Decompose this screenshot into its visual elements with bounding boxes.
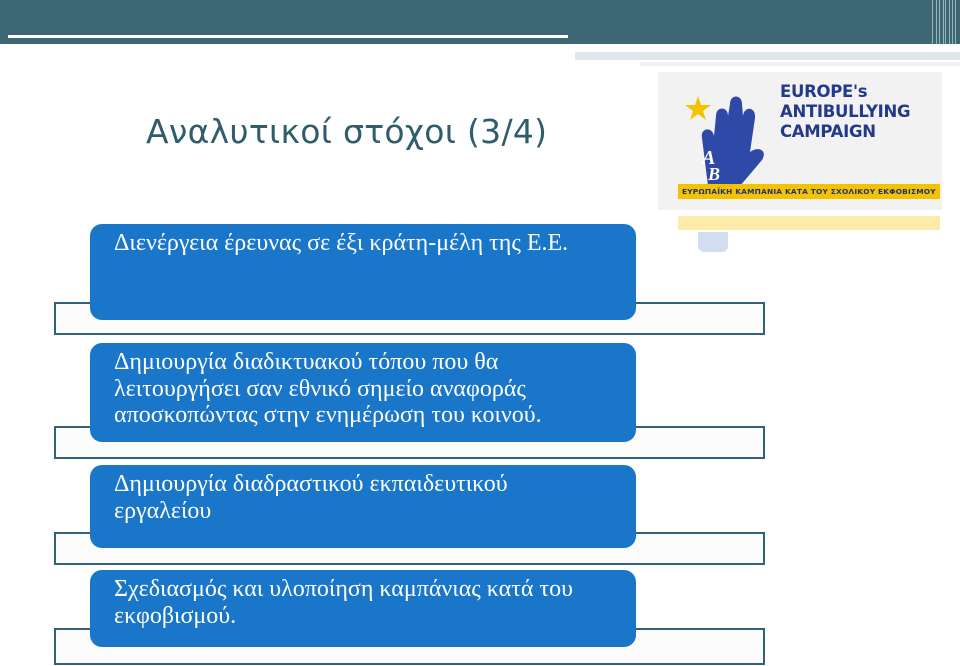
objective-text: Δημιουργία διαδραστικού εκπαιδευτικού εργαλείου [114, 471, 508, 524]
logo-subtitle: ΕΥΡΩΠΑΪΚΗ ΚΑΜΠΑΝΙΑ ΚΑΤΑ ΤΟΥ ΣΧΟΛΙΚΟΥ ΕΚΦΟΒΙΣΜΟΥ [678, 184, 940, 199]
objective-card [90, 343, 636, 442]
objective-card [90, 570, 636, 647]
logo-reflection-hand [698, 232, 728, 252]
header-bar [0, 0, 960, 44]
svg-text:A: A [702, 147, 716, 169]
header-sub-bar [575, 52, 960, 60]
logo-reflection [658, 210, 942, 254]
page-title: Αναλυτικοί στόχοι (3/4) [146, 112, 548, 151]
hand-logo-icon [680, 76, 770, 196]
campaign-logo [658, 72, 942, 254]
header-edge-lines [930, 0, 958, 44]
objective-text: Σχεδιασμός και υλοποίηση καμπάνιας κατά του εκφοβισμού. [114, 576, 573, 629]
logo-line-3: CAMPAIGN [780, 122, 876, 141]
objective-card [90, 224, 636, 320]
header-sub-bar-thin [640, 62, 960, 66]
svg-text:B: B [708, 164, 721, 184]
logo-reflection-strip [678, 216, 940, 230]
objective-text: Δημιουργία διαδικτυακού τόπου που θα λειτουργήσει σαν εθνικό σημείο αναφοράς αποσκοπώντας στην ενημέρωση του κοινού. [114, 349, 542, 428]
objective-text: Διενέργεια έρευνας σε έξι κράτη-μέλη της Ε.Ε. [114, 230, 569, 256]
objective-card [90, 465, 636, 548]
logo-line-1: EUROPE's [780, 82, 868, 101]
logo-line-2: ANTIBULLYING [780, 102, 911, 121]
